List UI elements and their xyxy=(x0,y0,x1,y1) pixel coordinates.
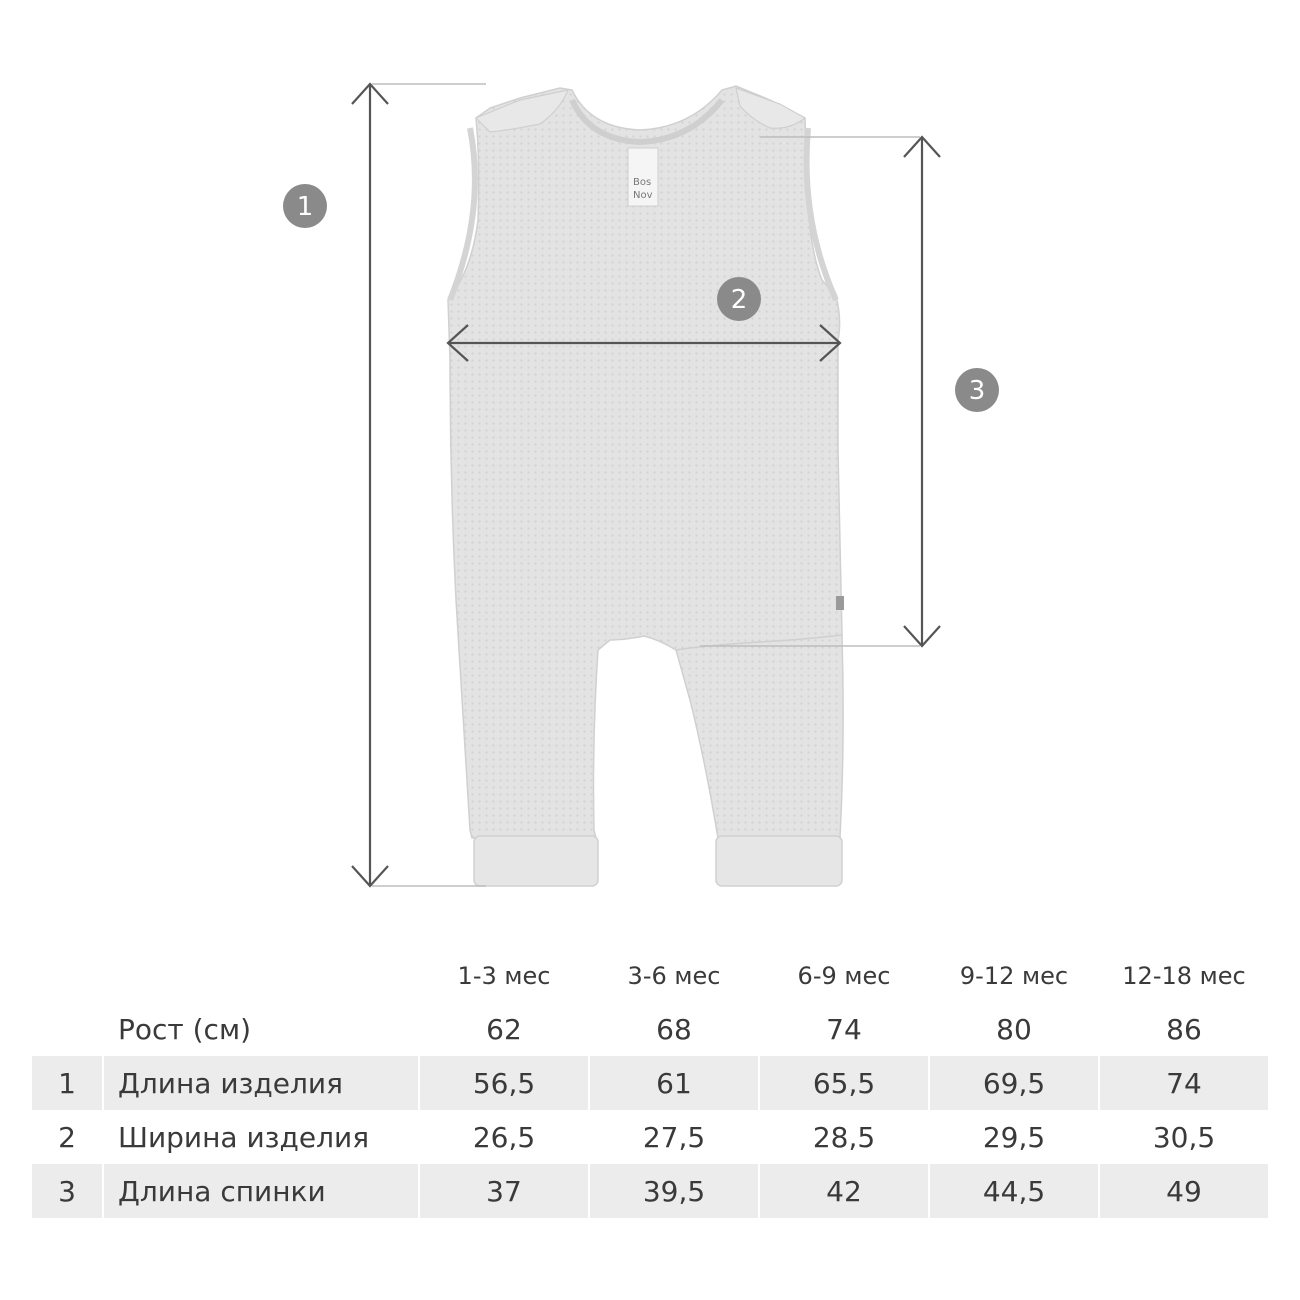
table-cell: 86 xyxy=(1166,1012,1202,1046)
svg-text:2: 2 xyxy=(730,285,748,315)
table-cell: 80 xyxy=(996,1012,1032,1046)
marker-3 xyxy=(955,368,999,412)
size-header: 6-9 мес xyxy=(797,962,891,990)
row-number: 1 xyxy=(32,1056,102,1110)
row-label: Рост (см) xyxy=(118,1012,251,1046)
svg-text:Nov: Nov xyxy=(633,190,653,201)
row-number xyxy=(32,1002,102,1056)
table-row xyxy=(32,1164,1268,1218)
table-cell: 42 xyxy=(760,1164,928,1218)
table-cell: 68 xyxy=(656,1012,692,1046)
table-cell: 26,5 xyxy=(472,1120,536,1154)
table-cell: 65,5 xyxy=(760,1056,928,1110)
table-cell: 37 xyxy=(420,1164,588,1218)
marker-2 xyxy=(717,277,761,321)
row-number: 3 xyxy=(32,1164,102,1218)
row-label: Ширина изделия xyxy=(118,1120,370,1154)
table-cell: 49 xyxy=(1100,1164,1268,1218)
svg-text:1: 1 xyxy=(296,192,314,222)
svg-text:3: 3 xyxy=(968,376,986,406)
row-label: Длина спинки xyxy=(104,1164,418,1218)
size-header: 9-12 мес xyxy=(959,962,1069,990)
table-cell: 44,5 xyxy=(930,1164,1098,1218)
row-number: 2 xyxy=(58,1120,76,1154)
size-chart-table xyxy=(30,950,1270,1218)
table-header-row xyxy=(32,950,1268,1002)
svg-text:Bos: Bos xyxy=(633,177,652,188)
header-empty xyxy=(32,950,102,1002)
table-cell: 29,5 xyxy=(982,1120,1046,1154)
table-row xyxy=(32,1056,1268,1110)
table-cell: 61 xyxy=(590,1056,758,1110)
table-row xyxy=(32,1110,1268,1164)
row-label: Длина изделия xyxy=(104,1056,418,1110)
table-cell: 39,5 xyxy=(590,1164,758,1218)
romper-image xyxy=(448,86,844,886)
table-cell: 28,5 xyxy=(812,1120,876,1154)
table-cell: 62 xyxy=(486,1012,522,1046)
table-cell: 69,5 xyxy=(930,1056,1098,1110)
table-row xyxy=(32,1002,1268,1056)
table-cell: 74 xyxy=(1100,1056,1268,1110)
marker-1 xyxy=(283,184,327,228)
table-cell: 74 xyxy=(826,1012,862,1046)
table-cell: 30,5 xyxy=(1152,1120,1216,1154)
size-header: 12-18 мес xyxy=(1122,962,1246,990)
size-header: 3-6 мес xyxy=(627,962,721,990)
header-empty xyxy=(104,950,418,1002)
size-header: 1-3 мес xyxy=(457,962,551,990)
table-cell: 56,5 xyxy=(420,1056,588,1110)
table-cell: 27,5 xyxy=(642,1120,706,1154)
